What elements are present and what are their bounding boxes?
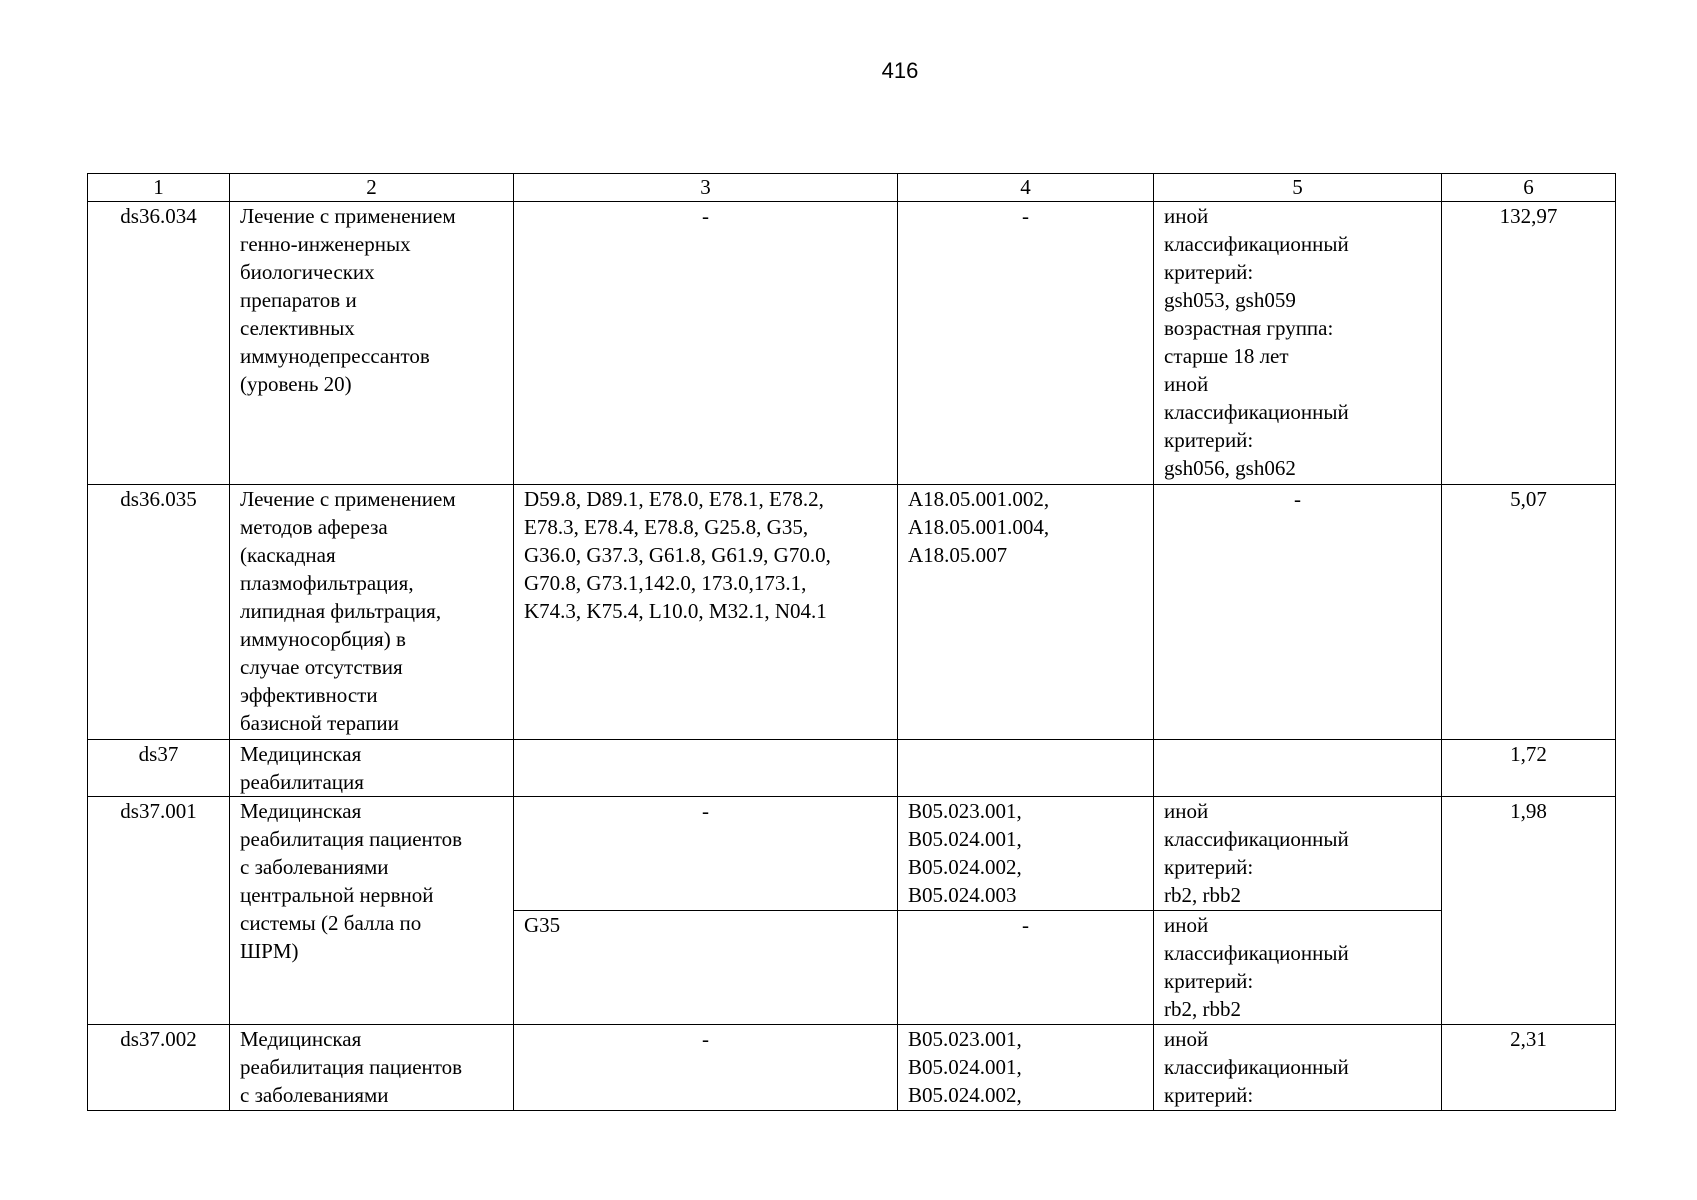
table-row bbox=[88, 740, 1616, 797]
row-code: ds37.001 bbox=[88, 797, 230, 1025]
row-service-codes: - bbox=[898, 911, 1154, 1025]
row-name: Медицинская реабилитация пациентов с заболеваниями центральной нервной системы (2 балла по ШРМ) bbox=[230, 797, 514, 1025]
row-criteria: иной классификационный критерий: rb2, rbb2 bbox=[1154, 797, 1442, 911]
row-criteria: - bbox=[1154, 485, 1442, 740]
row-service-codes: - bbox=[898, 202, 1154, 485]
tariff-table bbox=[87, 173, 1616, 1111]
header-row bbox=[88, 174, 1616, 202]
row-service-codes: B05.023.001, B05.024.001, B05.024.002, bbox=[898, 1025, 1154, 1111]
row-criteria: иной классификационный критерий: rb2, rbb2 bbox=[1154, 911, 1442, 1025]
row-code: ds37 bbox=[88, 740, 230, 797]
table-row bbox=[88, 1025, 1616, 1111]
row-code: ds36.034 bbox=[88, 202, 230, 485]
row-coefficient: 1,72 bbox=[1442, 740, 1616, 797]
row-name: Медицинская реабилитация bbox=[230, 740, 514, 797]
row-criteria: иной классификационный критерий: bbox=[1154, 1025, 1442, 1111]
row-criteria: иной классификационный критерий: gsh053, gsh059 возрастная группа: старше 18 лет иной классификационный критерий: gsh056, gsh062 bbox=[1154, 202, 1442, 485]
table-row bbox=[88, 485, 1616, 740]
row-coefficient: 2,31 bbox=[1442, 1025, 1616, 1111]
page-number: 416 bbox=[881, 58, 919, 83]
row-service-codes bbox=[898, 740, 1154, 797]
row-coefficient: 5,07 bbox=[1442, 485, 1616, 740]
row-diagnosis-codes: D59.8, D89.1, E78.0, E78.1, E78.2, E78.3, E78.4, E78.8, G25.8, G35, G36.0, G37.3, G61.8, G61.9, G70.0, G70.8, G73.1,142.0, 173.0,173.1, K74.3, K75.4, L10.0, M32.1, N04.1 bbox=[514, 485, 898, 740]
header-col-1: 1 bbox=[88, 174, 230, 202]
header-col-2: 2 bbox=[230, 174, 514, 202]
row-code: ds36.035 bbox=[88, 485, 230, 740]
row-diagnosis-codes: G35 bbox=[514, 911, 898, 1025]
row-service-codes: A18.05.001.002, A18.05.001.004, A18.05.007 bbox=[898, 485, 1154, 740]
row-name: Лечение с применением методов афереза (каскадная плазмофильтрация, липидная фильтрация, иммуносорбция) в случае отсутствия эффективности базисной терапии bbox=[230, 485, 514, 740]
row-service-codes: B05.023.001, B05.024.001, B05.024.002, B05.024.003 bbox=[898, 797, 1154, 911]
header-col-3: 3 bbox=[514, 174, 898, 202]
header-col-5: 5 bbox=[1154, 174, 1442, 202]
row-diagnosis-codes: - bbox=[514, 1025, 898, 1111]
table-row bbox=[88, 797, 1616, 911]
row-coefficient: 132,97 bbox=[1442, 202, 1616, 485]
row-criteria bbox=[1154, 740, 1442, 797]
row-coefficient: 1,98 bbox=[1442, 797, 1616, 1025]
row-diagnosis-codes bbox=[514, 740, 898, 797]
row-diagnosis-codes: - bbox=[514, 797, 898, 911]
row-name: Лечение с применением генно-инженерных биологических препаратов и селективных иммунодепрессантов (уровень 20) bbox=[230, 202, 514, 485]
row-code: ds37.002 bbox=[88, 1025, 230, 1111]
row-name: Медицинская реабилитация пациентов с заболеваниями bbox=[230, 1025, 514, 1111]
header-col-4: 4 bbox=[898, 174, 1154, 202]
row-diagnosis-codes: - bbox=[514, 202, 898, 485]
table-row bbox=[88, 202, 1616, 485]
header-col-6: 6 bbox=[1442, 174, 1616, 202]
